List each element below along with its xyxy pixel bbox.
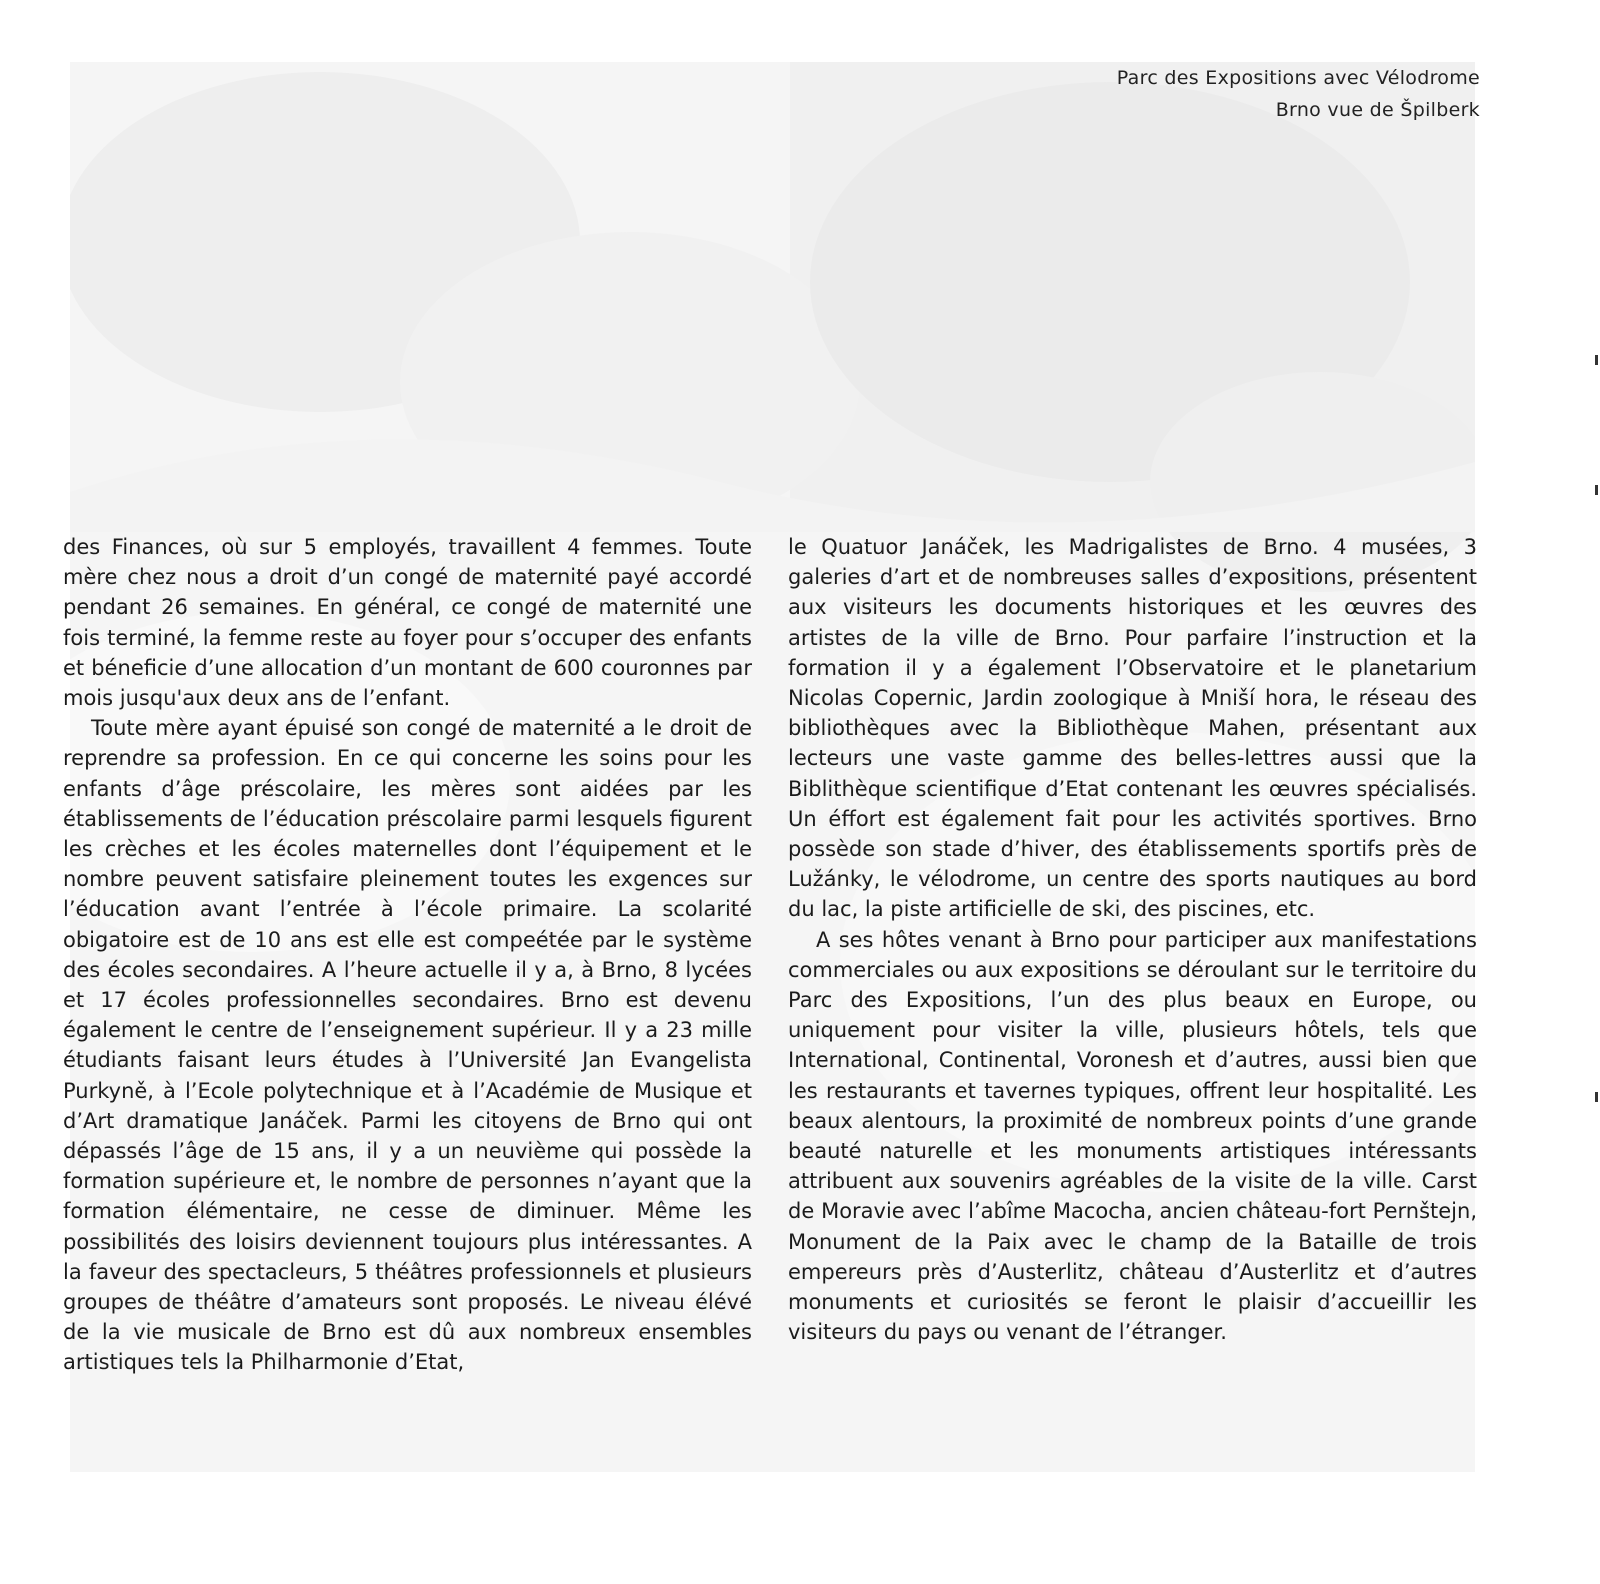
margin-mark <box>1595 355 1598 365</box>
right-paragraph-1: le Quatuor Janáček, les Madrigalistes de Brno. 4 musées, 3 galeries d’art et de nombreuses salles d’expositions, présentent aux visiteurs les documents historiques et les œuvres des artistes de la ville de Brno. Pour parfaire l’instruction et la formation il y a également l’Observatoire et le planetarium Nicolas Copernic, Jardin zoologique à Mniší hora, le réseau des bibliothèques avec la Bibliothèque Mahen, présentant aux lecteurs une vaste gamme des belles-lettres aussi que la Biblithèque scientifique d’Etat contenant les œuvres spécialisés. Un éffort est également fait pour les activités sportives. Brno possède son stade d’hiver, des établissements sportifs près de Lužánky, le vélodrome, un centre des sports nautiques au bord du lac, la piste artificielle de ski, des piscines, etc. <box>788 535 1477 922</box>
right-paragraph-2: A ses hôtes venant à Brno pour participer aux manifestations commerciales ou aux expositions se déroulant sur le territoire du Parc des Expositions, l’un des plus beaux en Europe, ou uniquement pour visiter la ville, plusieurs hôtels, tels que International, Continental, Voronesh et d’autres, aussi bien que les restaurants et tavernes typiques, offrent leur hospitalité. Les beaux alentours, la proximité de nombreux points d’une grande beauté naturelle et les monuments artistiques intéressants attribuent aux souvenirs agréables de la visite de la ville. Carst de Moravie avec l’abîme Macocha, ancien château-fort Pernštejn, Monument de la Paix avec le champ de la Bataille de trois empereurs près d’Austerlitz, château d’Austerlitz et d’autres monuments et curiosités se feront le plaisir d’accueillir les visiteurs du pays ou venant de l’étranger. <box>788 927 1477 1345</box>
margin-mark <box>1595 1092 1598 1102</box>
left-text-column <box>63 532 752 1378</box>
left-paragraph-2: Toute mère ayant épuisé son congé de maternité a le droit de reprendre sa profession. En ce qui concerne les soins pour les enfants d’âge préscolaire, les mères sont aidées par les établissements de l’éducation préscolaire parmi lesquels figurent les crèches et les écoles maternelles dont l’équipement et le nombre peuvent satisfaire pleinement toutes les exgences sur l’éducation avant l’entrée à l’école primaire. La scolarité obigatoire est de 10 ans est elle est compeétée par le système des écoles secondaires. A l’heure actuelle il y a, à Brno, 8 lycées et 17 écoles professionnelles secondaires. Brno est devenu également le centre de l’enseignement supérieur. Il y a 23 mille étudiants faisant leurs études à l’Université Jan Evangelista Purkyně, à l’Ecole polytechnique et à l’Académie de Musique et d’Art dramatique Janáček. Parmi les citoyens de Brno qui ont dépassés l’âge de 15 ans, il y a un neuvième qui possède la formation supérieure et, le nombre de personnes n’ayant que la formation élémentaire, ne cesse de diminuer. Même les possibilités des loisirs deviennent toujours plus intéressantes. A la faveur des spectacleurs, 5 théâtres professionnels et plusieurs groupes de théâtre d’amateurs sont proposés. Le niveau élévé de la vie musicale de Brno est dû aux nombreux ensembles artistiques tels la Philharmonie d’Etat, <box>63 716 752 1375</box>
right-text-column <box>788 532 1477 1347</box>
caption-exhibition-grounds: Parc des Expositions avec Vélodrome <box>1116 67 1480 89</box>
margin-mark <box>1595 485 1598 495</box>
left-paragraph-1: des Finances, où sur 5 employés, travaillent 4 femmes. Toute mère chez nous a droit d’un congé de maternité payé accordé pendant 26 semaines. En général, ce congé de maternité une fois terminé, la femme reste au foyer pour s’occuper des enfants et béneficie d’une allocation d’un montant de 600 couronnes par mois jusqu'aux deux ans de l’enfant. <box>63 535 752 711</box>
photo-captions <box>1117 62 1480 126</box>
caption-brno-view: Brno vue de Špilberk <box>1275 99 1480 121</box>
